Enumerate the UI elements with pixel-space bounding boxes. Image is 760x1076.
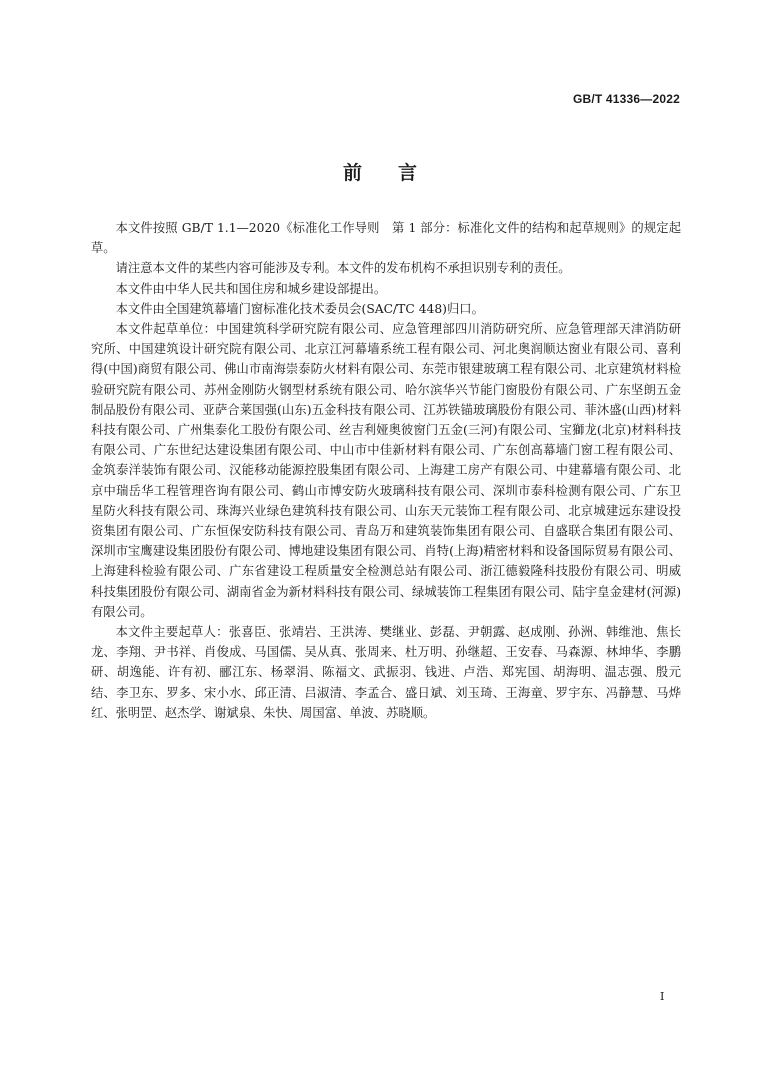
foreword-body <box>91 218 681 723</box>
page-title: 前言 <box>342 162 453 184</box>
page-number: I <box>660 990 665 1003</box>
paragraph-drafting-organizations: 本文件起草单位：中国建筑科学研究院有限公司、应急管理部四川消防研究所、应急管理部天津消防研究所、中国建筑设计研究院有限公司、北京江河幕墙系统工程有限公司、河北奥润顺达窗业有限公司、喜利得(中国)商贸有限公司、佛山市南海崇泰防火材料有限公司、东莞市银建玻璃工程有限公司、北京建筑材料检验研究院有限公司、苏州金刚防火钢型材系统有限公司、哈尔滨华兴节能门窗股份有限公司、广东坚朗五金制品股份有限公司、亚萨合莱国强(山东)五金科技有限公司、江苏铁锚玻璃股份有限公司、菲沐盛(山西)材料科技有限公司、广州集泰化工股份有限公司、丝吉利娅奥彼窗门五金(三河)有限公司、宝獅龙(北京)材料科技有限公司、广东世纪达建设集团有限公司、中山市中佳新材料有限公司、广东创高幕墙门窗工程有限公司、金筑泰洋装饰有限公司、汉能移动能源控股集团有限公司、上海建工房产有限公司、中建幕墙有限公司、北京中瑞岳华工程管理咨询有限公司、鹤山市博安防火玻璃科技有限公司、深圳市泰科检测有限公司、广东卫星防火科技有限公司、珠海兴业绿色建筑科技有限公司、山东天元装饰工程有限公司、北京城建远东建设投资集团有限公司、广东恒保安防科技有限公司、青岛万和建筑装饰集团有限公司、自盛联合集团有限公司、深圳市宝鹰建设集团股份有限公司、博地建设集团有限公司、肖特(上海)精密材料和设备国际贸易有限公司、上海建科检验有限公司、广东省建设工程质量安全检测总站有限公司、浙江德毅隆科技股份有限公司、明威科技集团股份有限公司、湖南省金为新材料科技有限公司、绿城装饰工程集团有限公司、陆宇皇金建材(河源)有限公司。 <box>91 322 681 619</box>
paragraph-drafters: 本文件主要起草人：张喜臣、张靖岩、王洪涛、樊继业、彭磊、尹朝露、赵成刚、孙洲、韩维池、焦长龙、李翔、尹书祥、肖俊成、马国儒、吴从真、张周来、杜万明、孙继超、王安春、马森源、林坤华、李鹏研、胡逸能、许有初、郦江东、杨翠涓、陈福文、武振羽、钱进、卢浩、郑宪国、胡海明、温志强、殷元结、李卫东、罗多、宋小水、邱正清、吕淑清、李孟合、盛日斌、刘玉琦、王海童、罗宇东、冯静慧、马烨红、张明罡、赵杰学、谢斌泉、朱快、周国富、单波、苏晓顺。 <box>91 625 681 720</box>
paragraph-patent-notice: 请注意本文件的某些内容可能涉及专利。本文件的发布机构不承担识别专利的责任。 <box>115 261 571 276</box>
paragraph-drafting-rules: 本文件按照 GB/T 1.1—2020《标准化工作导则 第 1 部分：标准化文件的结构和起草规则》的规定起草。 <box>91 221 681 256</box>
paragraph-technical-committee: 本文件由全国建筑幕墙门窗标准化技术委员会(SAC/TC 448)归口。 <box>115 301 484 316</box>
standard-number: GB/T 41336—2022 <box>572 92 680 106</box>
paragraph-proposer: 本文件由中华人民共和国住房和城乡建设部提出。 <box>115 281 387 296</box>
